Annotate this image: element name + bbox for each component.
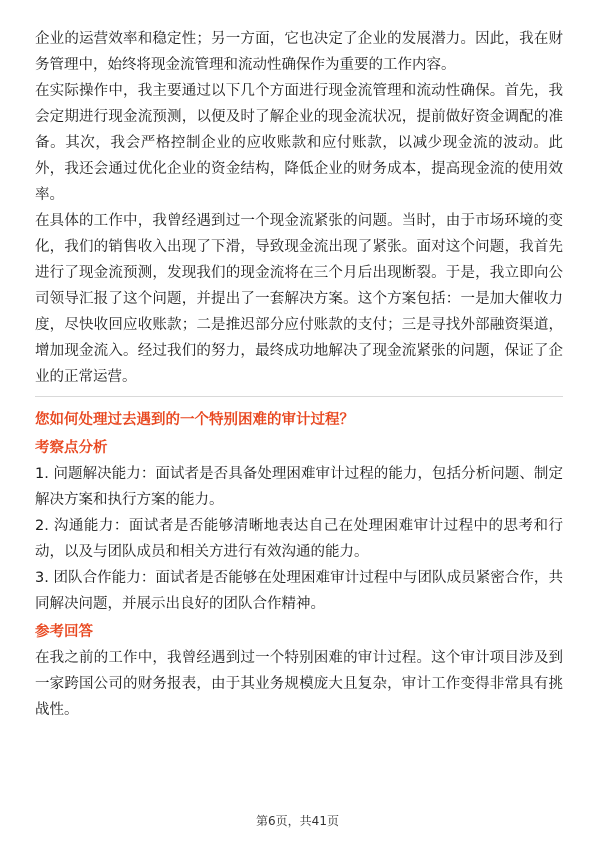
analysis-heading: 考察点分析: [35, 440, 108, 456]
page-number: 第6页，共41页: [256, 814, 339, 828]
analysis-item: 1. 问题解决能力：面试者是否具备处理困难审计过程的能力，包括分析问题、制定解决方案和执行方案的能力。: [35, 466, 563, 508]
answer-paragraph: 在我之前的工作中，我曾经遇到过一个特别困难的审计过程。这个审计项目涉及到一家跨国公司的财务报表，由于其业务规模庞大且复杂，审计工作变得非常具有挑战性。: [35, 650, 563, 718]
body-paragraph: 在具体的工作中，我曾经遇到过一个现金流紧张的问题。当时，由于市场环境的变化，我们的销售收入出现了下滑，导致现金流出现了紧张。面对这个问题，我首先进行了现金流预测，发现我们的现金流将在三个月后出现断裂。于是，我立即向公司领导汇报了这个问题，并提出了一套解决方案。这个方案包括：一是加大催收力度，尽快收回应收账款；二是推迟部分应付账款的支付；三是寻找外部融资渠道，增加现金流入。经过我们的努力，最终成功地解决了现金流紧张的问题，保证了企业的正常运营。: [35, 213, 563, 385]
analysis-item: 3. 团队合作能力：面试者是否能够在处理困难审计过程中与团队成员紧密合作，共同解决问题，并展示出良好的团队合作精神。: [35, 570, 563, 612]
analysis-item: 2. 沟通能力：面试者是否能够清晰地表达自己在处理困难审计过程中的思考和行动，以及与团队成员和相关方进行有效沟通的能力。: [35, 518, 563, 560]
question-heading: 您如何处理过去遇到的一个特别困难的审计过程？: [35, 412, 354, 428]
section-divider: [35, 396, 563, 397]
body-paragraph: 企业的运营效率和稳定性；另一方面，它也决定了企业的发展潜力。因此，我在财务管理中，始终将现金流管理和流动性确保作为重要的工作内容。: [35, 31, 563, 73]
body-paragraph: 在实际操作中，我主要通过以下几个方面进行现金流管理和流动性确保。首先，我会定期进行现金流预测，以便及时了解企业的现金流状况，提前做好资金调配的准备。其次，我会严格控制企业的应收账款和应付账款，以减少现金流的波动。此外，我还会通过优化企业的资金结构，降低企业的财务成本，提高现金流的使用效率。: [35, 83, 563, 203]
answer-heading: 参考回答: [35, 624, 93, 640]
document-body: [35, 26, 563, 723]
